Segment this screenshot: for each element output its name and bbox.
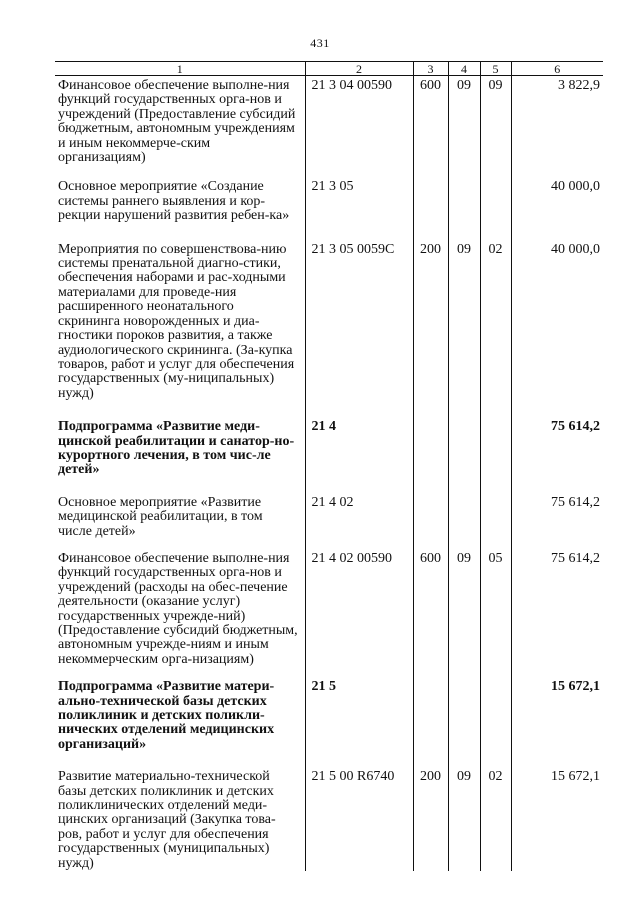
row-col-4	[448, 417, 480, 493]
row-code: 21 3 05 0059С	[305, 240, 413, 417]
row-col-5: 05	[480, 549, 511, 677]
row-col-3	[413, 417, 448, 493]
header-col-3: 3	[413, 62, 448, 76]
table-row	[55, 417, 603, 493]
row-col-4	[448, 677, 480, 767]
row-col-4: 09	[448, 767, 480, 871]
row-col-4	[448, 493, 480, 549]
table-row	[55, 767, 603, 871]
row-code: 21 3 05	[305, 177, 413, 239]
row-amount: 15 672,1	[511, 677, 603, 767]
row-amount: 3 822,9	[511, 76, 603, 178]
row-name: Подпрограмма «Развитие меди-цинской реабилитации и санатор-но-курортного лечения, в том чис-ле детей»	[58, 419, 295, 478]
row-code: 21 5	[305, 677, 413, 767]
row-name: Подпрограмма «Развитие матери-ально-технической базы детских поликлиник и детских поликли-нических отделений медицинских организаций»	[58, 679, 275, 752]
header-col-6: 6	[511, 62, 603, 76]
row-code: 21 3 04 00590	[305, 76, 413, 178]
row-amount: 75 614,2	[511, 549, 603, 677]
row-name: Мероприятия по совершенствова-нию системы пренатальной диагно-стики, обеспечения наборами и рас-ходными материалами для проведе-ния расширенного неонатального скрининга новорожденных и диа-гностики пороков развития, а также аудиологического скрининга. (За-купка товаров, работ и услуг для обеспечения государственных (му-ниципальных) нужд)	[58, 241, 295, 401]
row-amount: 75 614,2	[511, 493, 603, 549]
row-name: Финансовое обеспечение выполне-ния функций государственных орга-нов и учреждений (Предоставление субсидий бюджетным, автономным учреждениям и иным некоммерче-ским организациям)	[58, 78, 296, 166]
row-amount: 15 672,1	[511, 767, 603, 871]
table-row	[55, 177, 603, 239]
table-row	[55, 677, 603, 767]
row-col-3: 600	[413, 549, 448, 677]
row-col-3: 200	[413, 767, 448, 871]
row-col-3	[413, 493, 448, 549]
row-col-5: 09	[480, 76, 511, 178]
row-col-5: 02	[480, 240, 511, 417]
row-col-5: 02	[480, 767, 511, 871]
row-col-4: 09	[448, 549, 480, 677]
row-name: Финансовое обеспечение выполне-ния функций государственных орга-нов и учреждений (расходы на обес-печение деятельности (оказание услуг) государственных учрежде-ний) (Предоставление субсидий бюджетным, автономным учрежде-ниям и иным некоммерческим орга-низациям)	[58, 550, 298, 667]
row-col-3	[413, 177, 448, 239]
row-code: 21 5 00 R6740	[305, 767, 413, 871]
table-header-row	[55, 62, 603, 76]
table-row	[55, 76, 603, 178]
page-number: 431	[310, 36, 330, 50]
header-col-4: 4	[448, 62, 480, 76]
row-amount: 40 000,0	[511, 240, 603, 417]
row-col-5	[480, 493, 511, 549]
budget-table	[55, 61, 603, 871]
row-name: Развитие материально-технической базы детских поликлиник и детских поликлинических отделений меди-цинских организаций (Закупка това-ров, работ и услуг для обеспечения государственных (муниципальных) нужд)	[58, 769, 276, 871]
row-code: 21 4 02	[305, 493, 413, 549]
header-col-5: 5	[480, 62, 511, 76]
row-col-4	[448, 177, 480, 239]
row-amount: 75 614,2	[511, 417, 603, 493]
row-col-4: 09	[448, 76, 480, 178]
row-code: 21 4 02 00590	[305, 549, 413, 677]
row-amount: 40 000,0	[511, 177, 603, 239]
row-col-5	[480, 677, 511, 767]
row-name: Основное мероприятие «Создание системы раннего выявления и кор-рекции нарушений развития ребен-ка»	[58, 179, 290, 224]
table-row	[55, 549, 603, 677]
header-col-2: 2	[305, 62, 413, 76]
table-row	[55, 493, 603, 549]
row-col-3: 200	[413, 240, 448, 417]
row-name: Основное мероприятие «Развитие медицинской реабилитации, в том числе детей»	[58, 494, 263, 539]
row-col-5	[480, 417, 511, 493]
row-col-4: 09	[448, 240, 480, 417]
row-col-3: 600	[413, 76, 448, 178]
header-col-1: 1	[55, 62, 305, 76]
table-row	[55, 240, 603, 417]
row-col-3	[413, 677, 448, 767]
row-col-5	[480, 177, 511, 239]
row-code: 21 4	[305, 417, 413, 493]
